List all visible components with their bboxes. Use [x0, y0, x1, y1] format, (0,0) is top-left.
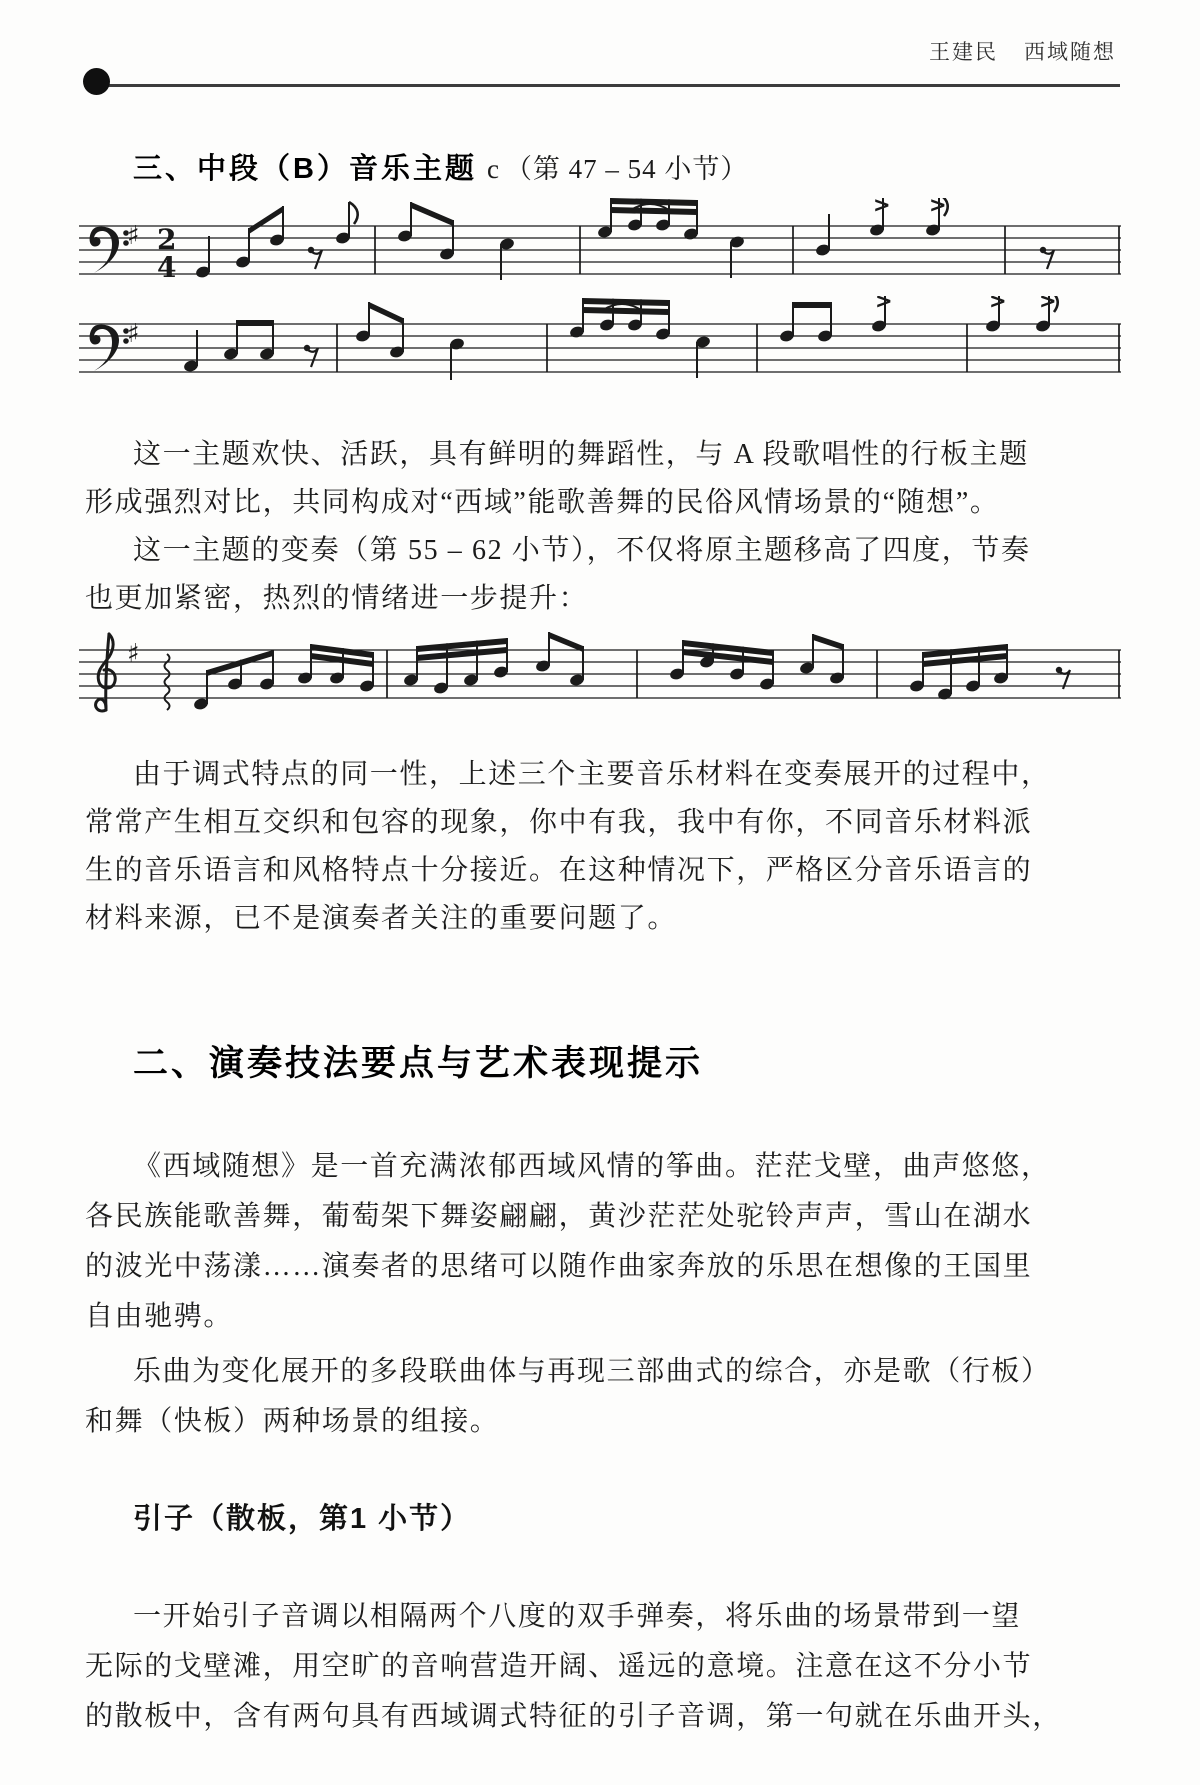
text-line: 和舞（快板）两种场景的组接。: [85, 1406, 500, 1437]
svg-text:2: 2: [157, 223, 177, 256]
running-header-work-title: 西域随想: [1024, 40, 1116, 64]
section-title-text: 三、中段（B）音乐主题: [133, 153, 477, 185]
paragraph-theme-character: [85, 431, 1125, 527]
svg-text:♯: ♯: [127, 221, 140, 251]
section-title-middle-theme: [133, 146, 748, 187]
svg-text:♯: ♯: [127, 319, 140, 349]
music-staff-svg: [75, 198, 1125, 298]
text-line: 无际的戈壁滩，用空旷的音响营造开阔、遥远的意境。注意在这不分小节: [85, 1651, 1033, 1682]
svg-text:♯: ♯: [127, 639, 140, 669]
section-title-theme-letter: c: [486, 154, 499, 184]
text-line: 各民族能歌善舞，葡萄架下舞姿翩翩，黄沙茫茫处驼铃声声，雪山在湖水: [85, 1201, 1033, 1232]
text-line: 形成强烈对比，共同构成对“西域”能歌善舞的民俗风情场景的“随想”。: [85, 487, 1000, 518]
svg-text:>: >: [1039, 296, 1057, 313]
text-line: 生的音乐语言和风格特点十分接近。在这种情况下，严格区分音乐语言的: [85, 855, 1033, 886]
svg-text:4: 4: [157, 251, 177, 284]
running-header: [929, 36, 1116, 66]
music-staff-theme-c-line-1: [75, 198, 1125, 298]
section-title-measure-range: （第 47 – 54 小节）: [504, 154, 749, 184]
paragraph-xiyu-intro: [85, 1142, 1125, 1342]
svg-text:>: >: [989, 296, 1007, 313]
paragraph-variation: [85, 527, 1125, 623]
heading-performance-techniques: 二、演奏技法要点与艺术表现提示: [133, 1044, 704, 1083]
text-line: 由于调式特点的同一性，上述三个主要音乐材料在变奏展开的过程中，: [133, 759, 1051, 790]
svg-text:>: >: [929, 198, 947, 217]
music-staff-theme-c-line-2: [75, 296, 1125, 396]
text-line: 材料来源，已不是演奏者关注的重要问题了。: [85, 903, 678, 934]
text-line: 这一主题欢快、活跃，具有鲜明的舞蹈性，与 A 段歌唱性的行板主题: [133, 439, 1029, 470]
svg-text:>: >: [875, 296, 893, 313]
music-staff-svg: [75, 296, 1125, 396]
text-line: 自由驰骋。: [85, 1301, 234, 1332]
header-bullet-dot: [83, 68, 110, 95]
svg-text:>: >: [873, 198, 891, 217]
text-line: 的波光中荡漾……演奏者的思绪可以随作曲家奔放的乐思在想像的王国里: [85, 1251, 1033, 1282]
running-header-author: 王建民: [929, 40, 998, 64]
music-staff-svg: [75, 622, 1125, 722]
text-line: 一开始引子音调以相隔两个八度的双手弹奏，将乐曲的场景带到一望: [133, 1601, 1022, 1632]
paragraph-introduction-detail: [85, 1592, 1125, 1742]
paragraph-form-structure: [85, 1347, 1125, 1447]
text-line: 这一主题的变奏（第 55 – 62 小节），不仅将原主题移高了四度，节奏: [133, 535, 1031, 566]
text-line: 乐曲为变化展开的多段联曲体与再现三部曲式的综合，亦是歌（行板）: [133, 1356, 1051, 1387]
text-line: 《西域随想》是一首充满浓郁西域风情的筝曲。茫茫戈壁，曲声悠悠，: [133, 1151, 1051, 1182]
music-staff-variation: [75, 622, 1125, 722]
paragraph-mode-unity: [85, 751, 1125, 943]
header-rule: [92, 84, 1120, 87]
heading-introduction-section: 引子（散板，第1 小节）: [133, 1503, 472, 1535]
text-line: 常常产生相互交织和包容的现象，你中有我，我中有你，不同音乐材料派: [85, 807, 1033, 838]
text-line: 的散板中，含有两句具有西域调式特征的引子音调，第一句就在乐曲开头，: [85, 1701, 1062, 1732]
text-line: 也更加紧密，热烈的情绪进一步提升：: [85, 583, 589, 614]
